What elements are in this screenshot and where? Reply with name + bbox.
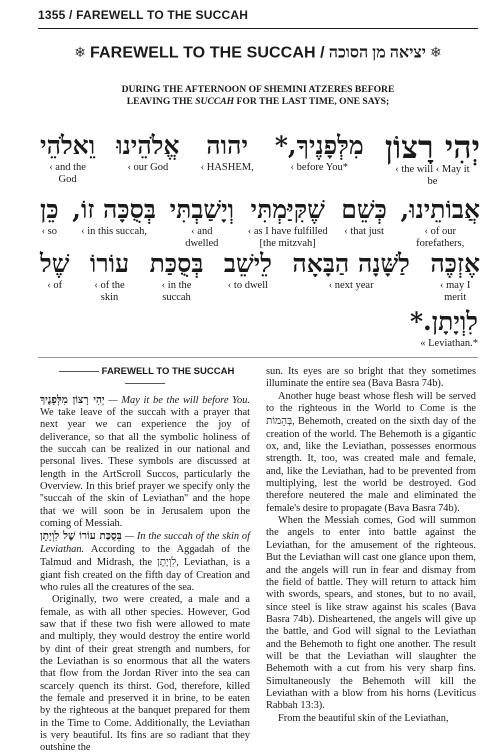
prayer-word xyxy=(430,250,480,304)
hebrew-word: לִוְיָתָן.* xyxy=(409,307,478,336)
prayer-word xyxy=(248,196,328,250)
english-gloss: « Leviathan.* xyxy=(420,338,478,349)
english-gloss-continued: skin xyxy=(100,292,119,303)
english-gloss: ‹ the will ‹ May it xyxy=(395,164,470,175)
section-title xyxy=(38,44,478,66)
english-gloss: ‹ our God xyxy=(127,162,169,173)
prayer-word xyxy=(400,196,480,250)
section-title-english: FAREWELL TO THE SUCCAH / xyxy=(90,44,325,62)
english-gloss: ‹ next year xyxy=(328,280,374,291)
english-gloss: ‹ so xyxy=(41,226,58,237)
english-gloss: ‹ may I xyxy=(440,280,471,291)
english-gloss: ‹ of xyxy=(47,280,63,291)
prayer-line-2 xyxy=(40,196,480,250)
english-gloss: ‹ HASHEM, xyxy=(200,162,254,173)
ornament-left-icon: ❄ xyxy=(74,45,87,61)
commentary-paragraph: From the beautiful skin of the Leviathan, xyxy=(278,712,449,724)
english-gloss-continued: [the mitzvah] xyxy=(259,238,316,249)
prayer-word xyxy=(72,196,156,238)
section-title-hebrew: יציאה מן הסוכה xyxy=(328,44,426,62)
page-number: 1355 xyxy=(38,8,66,22)
english-gloss: ‹ to dwell xyxy=(227,280,269,291)
commentary-paragraph: When the Messiah comes, God will summon the angels to enter into battle against the Leviathan, for the amusement of the righteous. But the Leviathan will cast one glance upon them, and the angels will run in fear and dismay from the field of battle. They will return to attack him with swords, spears, and stones, but to no avail, since steel is like straw against his scales (Bava Basra 74b). Disheartened, the angels will give up the battle, and God will signal to the Leviathan and the Behemoth to fight one another. The result will be that the Leviathan will slaughter the Behemoth with a cut from his very sharp fins. Simultaneously the Behemoth will kill the Leviathan with a blow from his horns (Leviticus Rabbah 13:3). xyxy=(266,515,476,712)
hebrew-word: לֵישֵׁב xyxy=(223,249,272,278)
prayer-word xyxy=(170,196,235,250)
english-gloss: ‹ in the xyxy=(161,280,192,291)
commentary-paragraph: Another huge beast whose flesh will be served to the righteous in the World to Come is the בְּהֵמוֹת, Behemoth, created on the sixth day of the creation of the world. The Behemoth is a gigantic ox, and, like the Leviathan, possesses enormous strength. It, too, was created male and female, and, like the Leviathan, had to be prevented from multiplying, lest the world be destroyed. God therefore neutered the male and eliminated the female's desire to propagate (Bava Basra 74b). xyxy=(266,390,476,514)
english-gloss: ‹ before You* xyxy=(290,162,348,173)
hebrew-word: אֱלֹהֵינוּ xyxy=(116,131,180,160)
hebrew-word: שֶׁקִּיַּמְתִּי xyxy=(250,195,325,224)
hebrew-word: אֲבוֹתֵינוּ, xyxy=(400,195,480,224)
prayer-word xyxy=(116,132,179,174)
english-gloss: ‹ and the xyxy=(49,162,86,173)
ornament-right-icon: ❄ xyxy=(429,45,442,61)
divider xyxy=(38,357,478,358)
prayer-word xyxy=(275,132,364,174)
instruction-line-1: DURING THE AFTERNOON OF SHEMINI ATZERES BEFORE xyxy=(121,84,395,95)
hebrew-word: שֶׁל xyxy=(40,249,70,278)
prayer-line-3 xyxy=(40,250,480,304)
prayer-word xyxy=(224,250,272,292)
english-gloss-continued: merit xyxy=(444,292,467,303)
hebrew-word: וֵאלֹהֵי xyxy=(40,131,96,160)
prayer-word xyxy=(40,250,69,292)
hebrew-word: אֶזְכֶּה xyxy=(430,249,480,278)
hebrew-word: מִלְּפָנֶיךָ,* xyxy=(274,131,364,160)
hebrew-word: יהוה xyxy=(206,131,249,160)
hebrew-word: עוֹרוֹ xyxy=(89,249,130,278)
prayer-word xyxy=(201,132,254,174)
hebrew-word: כֵּן xyxy=(40,195,59,224)
commentary-paragraph: יְהִי רָצוֹן מִלְּפָנֶיךָ — May it be the will before You. We take leave of the succah with a prayer that next year we can experience the joy of deliverance, so that all the symbolic holiness of the succah can be realized in our national and personal lives. These symbols are discussed at length in the ArtScroll Succos, particularly the Overview. In this brief prayer we specify only the ''succah of the skin of Leviathan'' and the hope that we will soon be in Jerusalem upon the coming of Messiah. xyxy=(40,393,250,530)
prayer-line-4 xyxy=(410,308,478,349)
commentary-column-2 xyxy=(266,366,476,725)
running-title: FAREWELL TO THE SUCCAH xyxy=(76,8,249,22)
english-gloss: ‹ in this succah, xyxy=(81,226,148,237)
header-separator: / xyxy=(65,8,77,22)
english-gloss-continued: succah xyxy=(162,292,191,303)
prayer-word xyxy=(40,196,59,238)
hebrew-word: כְּשֵׁם xyxy=(341,195,387,224)
commentary-paragraph: בְּסֻכַּת עוֹרוֹ שֶׁל לִוְיָתָן — In the succah of the skin of Leviathan. According to the Aggadah of the Talmud and Midrash, the לִוְיָתָן, Leviathan, is a giant fish created on the fifth day of Creation and who rules all the creatures of the sea. xyxy=(40,530,250,593)
english-gloss: ‹ that just xyxy=(344,226,384,237)
english-gloss: ‹ of our xyxy=(424,226,456,237)
hebrew-word: וְיָשַׁבְתִּי xyxy=(169,195,235,224)
prayer-word xyxy=(40,132,95,186)
commentary-column-1 xyxy=(40,366,250,755)
prayer-word xyxy=(341,196,387,238)
english-gloss-continued: God xyxy=(58,174,77,185)
prayer-word xyxy=(90,250,129,304)
hebrew-word: לַשָּׁנָה הַבָּאָה xyxy=(292,249,410,278)
english-gloss-continued: forefathers, xyxy=(416,238,465,249)
hebrew-word: בְּסֻכָּה זוֹ, xyxy=(72,195,156,224)
instruction xyxy=(38,84,478,108)
prayer-word xyxy=(384,128,480,188)
prayer-word xyxy=(150,250,204,304)
instruction-line-2: LEAVING THE SUCCAH FOR THE LAST TIME, ONE SAYS; xyxy=(126,96,390,107)
hebrew-word: יְהִי רָצוֹן xyxy=(384,128,480,166)
prayer-word xyxy=(292,250,409,292)
commentary-paragraph: sun. Its eyes are so bright that they sometimes illuminate the entire sea (Bava Basra 74b). xyxy=(266,366,476,390)
commentary-heading: FAREWELL TO THE SUCCAH xyxy=(40,366,250,391)
english-gloss-continued: be xyxy=(427,176,438,187)
english-gloss-continued: dwelled xyxy=(185,238,219,249)
english-gloss: ‹ and xyxy=(191,226,213,237)
english-gloss: ‹ of the xyxy=(94,280,125,291)
prayer-line-1 xyxy=(40,128,480,188)
english-gloss: ‹ as I have fulfilled xyxy=(247,226,328,237)
hebrew-word: בְּסֻכַּת xyxy=(149,249,204,278)
commentary-paragraph: Originally, two were created, a male and a female, as with all other species. However, God saw that if these two fish were allowed to mate and multiply, they would destroy the entire world by dint of their great strength and numbers, for the Leviathan is so enormous that all the waters that flow from the Jordan River into the sea can scarcely quench its thirst. God, therefore, killed the female and preserved it in brine, to be eaten by the righteous at the banquet prepared for them in the Time to Come. Additionally, the Leviathan is very beautiful. Its fins are so radiant that they outshine the xyxy=(40,594,250,754)
running-header xyxy=(38,6,478,29)
